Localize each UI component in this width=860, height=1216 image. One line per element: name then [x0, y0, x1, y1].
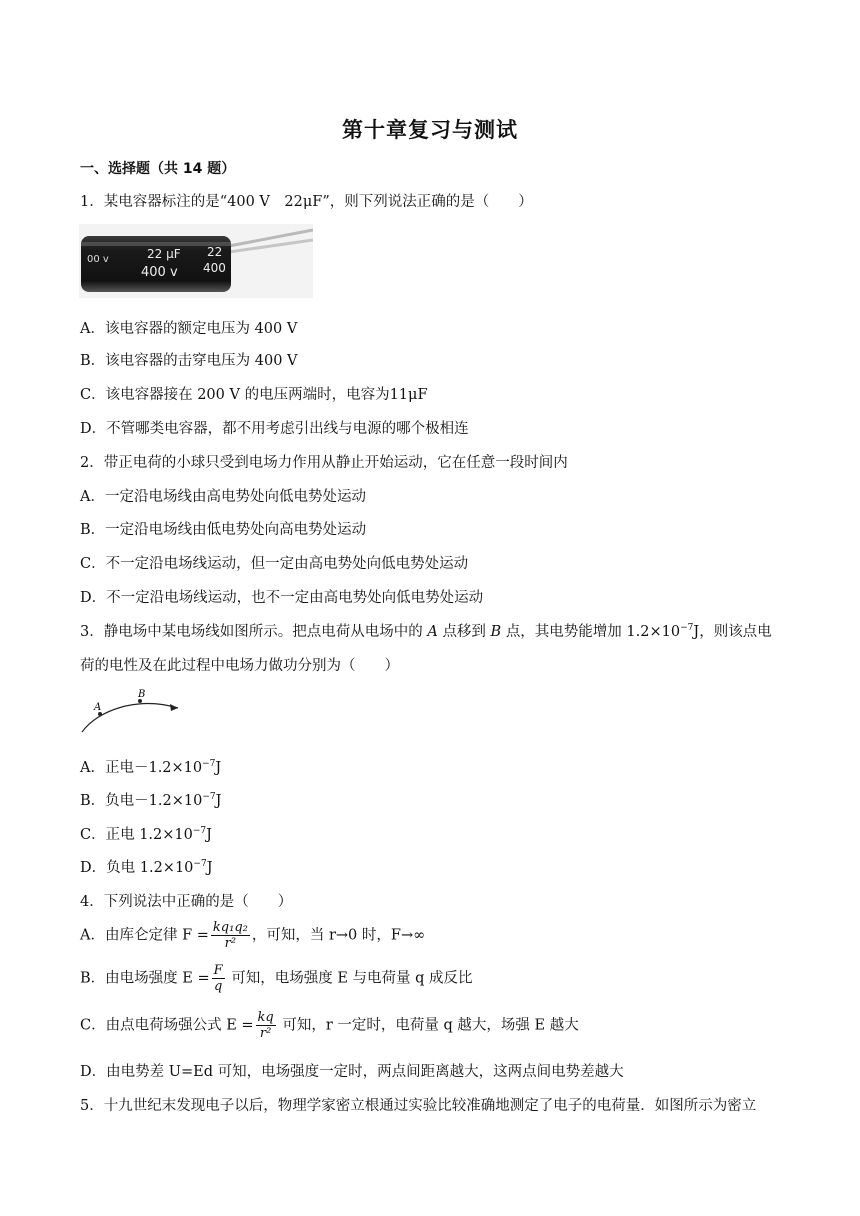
- question-3-option-c: [80, 823, 212, 844]
- q3-opt-d-unit: J: [206, 860, 213, 876]
- q3-opt-a-unit: J: [215, 760, 222, 776]
- q3-exponent: −7: [680, 623, 694, 634]
- q3-opt-d-exp: −7: [193, 859, 207, 870]
- coulomb-law-fraction: [211, 920, 250, 951]
- q3-point-b: B: [490, 624, 502, 640]
- q3-opt-b-unit: J: [215, 793, 222, 809]
- fraction-numerator: kq₁q₂: [212, 920, 248, 935]
- q3-opt-c-unit: J: [206, 827, 212, 843]
- q3-opt-c-text: C．正电 1.2×10: [80, 827, 193, 843]
- capacitor-label-voltage: 400 v: [141, 265, 178, 280]
- fraction-denominator: q: [213, 979, 223, 994]
- question-5-stem: 5．十九世纪末发现电子以后，物理学家密立根通过实验比较准确地测定了电子的电荷量．如图所示为密立: [80, 1098, 757, 1114]
- question-4-stem: 4．下列说法中正确的是（ ）: [80, 894, 293, 910]
- question-2-option-c: C．不一定沿电场线运动，但一定由高电势处向低电势处运动: [80, 556, 469, 572]
- q4-opt-b-conclusion: 可知，电场强度 E 与电荷量 q 成反比: [226, 970, 473, 987]
- q3-opt-d-text: D．负电 1.2×10: [80, 860, 194, 876]
- q4-opt-a-text: A．由库仑定律 F =: [80, 927, 209, 944]
- q4-opt-b-text: B．由电场强度 E =: [80, 970, 210, 987]
- q3-text-2: 点移到: [442, 624, 491, 640]
- fraction-numerator: F: [213, 963, 223, 978]
- question-2-stem: 2．带正电荷的小球只受到电场力作用从静止开始运动，它在任意一段时间内: [80, 455, 568, 471]
- q4-opt-c-text: C．由点电荷场强公式 E =: [80, 1017, 254, 1034]
- q3-text-1: 3．静电场中某电场线如图所示。把点电荷从电场中的: [80, 624, 423, 640]
- q3-opt-a-text: A．正电－1.2×10: [80, 760, 203, 776]
- question-3-stem: [80, 620, 772, 641]
- electric-field-line-figure: [78, 686, 188, 736]
- question-2-option-b: B．一定沿电场线由低电势处向高电势处运动: [80, 522, 367, 538]
- q3-text-3: 点，其电势能增加 1.2×10: [505, 624, 681, 640]
- question-1-option-a: A．该电容器的额定电压为 400 V: [80, 321, 298, 337]
- figure-label-b: B: [138, 689, 146, 700]
- question-2-option-d: D．不一定沿电场线运动，也不一定由高电势处向低电势处运动: [80, 590, 484, 606]
- question-3-option-d: [80, 856, 213, 877]
- question-1-option-c: C．该电容器接在 200 V 的电压两端时，电容为11μF: [80, 387, 428, 403]
- capacitor-label-capacitance: 22 μF: [147, 247, 181, 261]
- q3-opt-c-exp: −7: [192, 826, 207, 837]
- fraction-denominator: r²: [259, 1026, 272, 1041]
- q3-opt-b-text: B．负电－1.2×10: [80, 793, 203, 809]
- question-4-option-d: D．由电势差 U=Ed 可知，电场强度一定时，两点间距离越大，这两点间电势差越大: [80, 1064, 624, 1080]
- capacitor-side-label-2: 400: [203, 261, 226, 275]
- figure-label-a: A: [94, 702, 102, 713]
- question-1-option-b: B．该电容器的击穿电压为 400 V: [80, 353, 298, 369]
- section-heading: 一、选择题（共 14 题）: [80, 161, 236, 177]
- question-4-option-c: [80, 1010, 579, 1041]
- question-1-option-d: D．不管哪类电容器，都不用考虑引出线与电源的哪个极相连: [80, 421, 469, 437]
- capacitor-label-partial: 00 v: [87, 254, 109, 265]
- question-2-option-a: A．一定沿电场线由高电势处向低电势处运动: [80, 489, 366, 505]
- q3-point-a: A: [427, 624, 438, 640]
- q4-opt-c-conclusion: 可知，r 一定时，电荷量 q 越大，场强 E 越大: [277, 1017, 579, 1034]
- question-3-stem-line-2: 荷的电性及在此过程中电场力做功分别为（ ）: [80, 658, 399, 674]
- q4-opt-a-conclusion: ，可知，当 r→0 时，F→∞: [251, 927, 426, 944]
- q3-opt-a-exp: −7: [202, 759, 216, 770]
- q3-opt-b-exp: −7: [202, 792, 216, 803]
- fraction-numerator: kq: [257, 1010, 274, 1025]
- question-3-option-b: [80, 789, 221, 810]
- question-4-option-a: [80, 920, 425, 951]
- point-charge-fraction: [256, 1010, 276, 1041]
- question-4-option-b: [80, 963, 473, 994]
- capacitor-side-label-1: 22: [207, 245, 223, 259]
- q3-text-4: J，则该点电: [693, 624, 772, 640]
- field-strength-fraction: [212, 963, 225, 994]
- page-title: 第十章复习与测试: [342, 118, 518, 142]
- fraction-denominator: r²: [224, 936, 237, 951]
- question-1-stem: 1．某电容器标注的是“400 V 22μF”，则下列说法正确的是（ ）: [80, 194, 533, 210]
- capacitor-photo: [79, 224, 313, 298]
- question-3-option-a: [80, 756, 221, 777]
